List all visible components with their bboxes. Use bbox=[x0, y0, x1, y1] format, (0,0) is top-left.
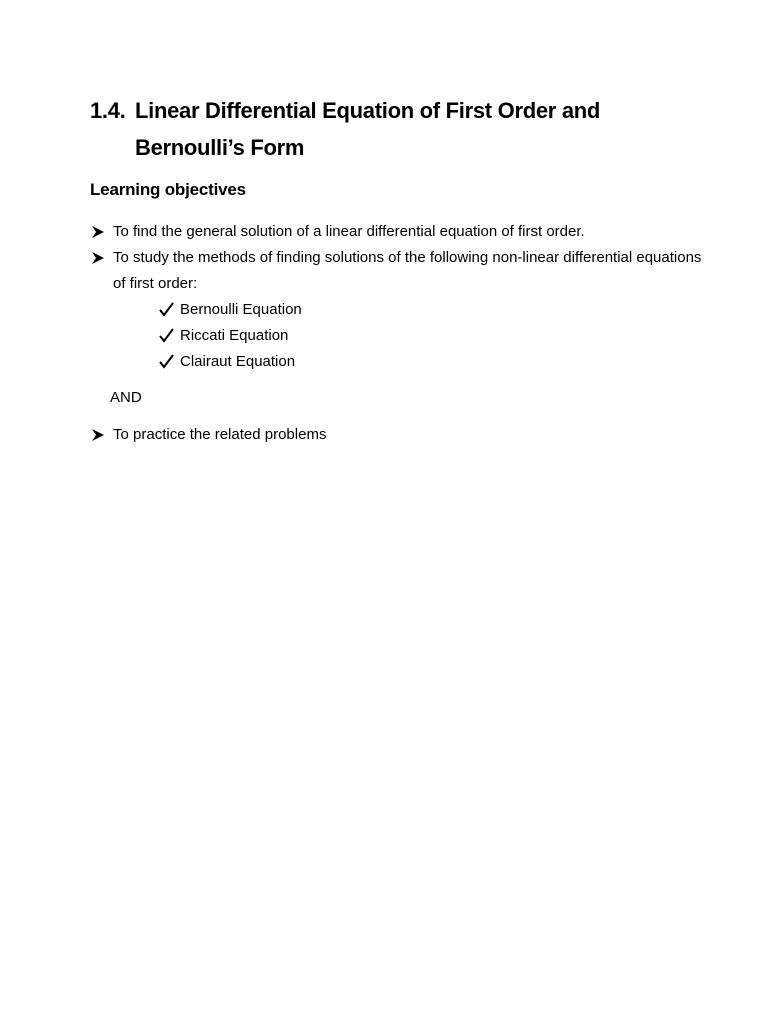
equation-item-text: Riccati Equation bbox=[180, 327, 289, 344]
objective-text: To study the methods of finding solutions of the following non-linear differential equations of first order: bbox=[113, 249, 702, 292]
section-number: 1.4. bbox=[90, 98, 126, 123]
equation-item bbox=[158, 323, 710, 349]
connector-text: AND bbox=[110, 389, 142, 406]
objectives-list bbox=[90, 219, 710, 375]
learning-objectives-heading: Learning objectives bbox=[90, 180, 246, 199]
arrowhead-bullet-icon bbox=[90, 245, 108, 271]
checkmark-icon bbox=[158, 323, 176, 349]
objective-text: To practice the related problems bbox=[113, 426, 327, 443]
section-heading bbox=[90, 92, 710, 166]
final-objectives-list bbox=[90, 422, 710, 448]
section-title-line-1: Linear Differential Equation of First Order and bbox=[135, 98, 601, 123]
objective-item bbox=[90, 422, 710, 448]
objective-text: To find the general solution of a linear differential equation of first order. bbox=[113, 223, 585, 240]
section-title-line-2: Bernoulli’s Form bbox=[135, 135, 305, 160]
objective-item bbox=[90, 219, 710, 245]
equation-sub-list bbox=[113, 297, 710, 375]
arrowhead-bullet-icon bbox=[90, 219, 108, 245]
equation-item bbox=[158, 297, 710, 323]
checkmark-icon bbox=[158, 297, 176, 323]
objective-item bbox=[90, 245, 710, 375]
checkmark-icon bbox=[158, 349, 176, 375]
equation-item bbox=[158, 349, 710, 375]
arrowhead-bullet-icon bbox=[90, 422, 108, 448]
equation-item-text: Bernoulli Equation bbox=[180, 301, 302, 318]
equation-item-text: Clairaut Equation bbox=[180, 353, 296, 370]
